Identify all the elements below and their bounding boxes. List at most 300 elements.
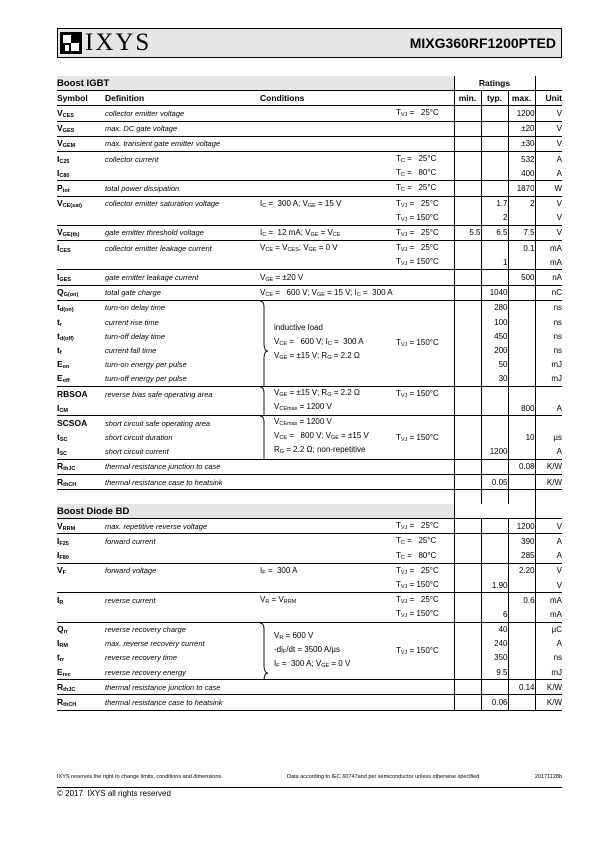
param-symbol: $V_{CE(sat)}$	[57, 198, 82, 210]
param-definition: collector emitter leakage current	[105, 243, 212, 253]
param-conditions	[260, 578, 396, 593]
condition-line: $-di_F/dt = 3500$ A/µs	[274, 644, 341, 655]
param-temperature: $T_{VJ} = 150^\circ C$	[396, 432, 439, 443]
param-temperature: $T_{VJ} = 150^\circ C$	[396, 389, 439, 400]
param-conditions: $V_{GE} = \pm 20$ V	[260, 270, 396, 285]
param-definition: collector emitter saturation voltage	[105, 199, 220, 209]
value-unit: µC	[535, 622, 562, 637]
value-min	[454, 680, 481, 695]
value-typ: 2	[481, 211, 508, 226]
igbt-section	[57, 76, 562, 504]
param-definition: short circuit duration	[105, 433, 173, 443]
value-max: ±30	[508, 136, 535, 151]
param-definition: collector current	[105, 154, 159, 164]
value-typ: 30	[481, 372, 508, 387]
value-min	[454, 459, 481, 474]
curly-brace-icon	[260, 416, 268, 459]
value-typ: 350	[481, 651, 508, 665]
param-definition: current fall time	[105, 345, 157, 355]
param-temperature: $T_{VJ} = 25^\circ C$	[396, 106, 454, 121]
value-max	[508, 637, 535, 651]
table-row	[57, 121, 562, 136]
value-typ	[481, 151, 508, 166]
value-max	[508, 695, 535, 710]
param-temperature: $T_{VJ} = 150^\circ C$	[396, 622, 454, 680]
param-symbol: $Q_{rr}$	[57, 624, 68, 636]
header-tc	[396, 91, 454, 106]
value-unit: ns	[535, 300, 562, 315]
table-row	[57, 300, 562, 315]
table-row	[57, 386, 562, 401]
value-unit: V	[535, 578, 562, 593]
value-unit: mA	[535, 593, 562, 608]
grouped-conditions	[260, 300, 396, 386]
param-temperature	[396, 475, 454, 490]
value-unit: ns	[535, 315, 562, 329]
part-number: MIXG360RF1200PTED	[409, 35, 556, 51]
value-min	[454, 651, 481, 665]
param-temperature: $T_{VJ} = 25^\circ C$	[396, 565, 439, 576]
param-symbol: $P_{tot}$	[57, 181, 105, 196]
value-max: 800	[508, 401, 535, 416]
param-definition: reverse bias safe operating area	[105, 389, 213, 399]
value-unit: mJ	[535, 372, 562, 387]
param-temperature	[396, 416, 454, 431]
param-definition: forward voltage	[105, 566, 157, 576]
param-definition	[105, 166, 260, 181]
param-temperature: $T_{VJ} = 25^\circ C$	[396, 595, 439, 606]
param-symbol: $I_{F25}$	[57, 535, 69, 547]
curly-brace-icon	[260, 301, 268, 387]
value-min	[454, 593, 481, 608]
value-min	[454, 151, 481, 166]
param-definition: turn-on energy per pulse	[105, 360, 187, 370]
value-unit: ns	[535, 329, 562, 343]
condition-line: $V_{GE} = \pm 15$ V; $R_G = 2.2$ Ω	[274, 351, 360, 362]
value-max	[508, 255, 535, 270]
value-unit: A	[535, 534, 562, 549]
table-row	[57, 534, 562, 549]
param-definition: turn-off delay time	[105, 331, 166, 341]
param-definition: current rise time	[105, 317, 159, 327]
param-symbol: $V_{GES}$	[57, 121, 105, 136]
param-definition: max. DC gate voltage	[105, 121, 260, 136]
value-min	[454, 386, 481, 401]
table-row	[57, 459, 562, 474]
param-temperature: $T_{VJ} = 150^\circ C$	[396, 300, 454, 386]
value-unit: mJ	[535, 358, 562, 372]
value-min	[454, 445, 481, 460]
value-max: 400	[508, 166, 535, 181]
param-conditions: $I_F = 300$ A	[260, 565, 298, 576]
value-unit: V	[535, 563, 562, 578]
value-typ	[481, 431, 508, 445]
table-row	[57, 255, 562, 270]
value-max	[508, 416, 535, 431]
value-typ: 50	[481, 358, 508, 372]
param-conditions	[260, 459, 396, 474]
ixys-logo-text: IXYS	[85, 29, 152, 56]
param-conditions	[260, 695, 396, 710]
param-temperature	[396, 445, 454, 460]
table-row	[57, 563, 562, 578]
value-typ	[481, 241, 508, 256]
value-unit: A	[535, 151, 562, 166]
param-definition: total gate charge	[105, 285, 260, 300]
value-typ	[481, 534, 508, 549]
value-min	[454, 665, 481, 680]
value-max: 2	[508, 196, 535, 211]
value-typ: 450	[481, 329, 508, 343]
table-row	[57, 695, 562, 710]
value-max: 7.5	[508, 225, 535, 240]
param-definition: reverse current	[105, 595, 156, 605]
param-definition: forward current	[105, 536, 156, 546]
param-definition: reverse recovery time	[105, 653, 178, 663]
value-min	[454, 106, 481, 121]
param-temperature: $T_{VJ} = 25^\circ C$	[396, 243, 439, 254]
value-min	[454, 121, 481, 136]
param-temperature: $T_{VJ} = 25^\circ C$	[396, 519, 454, 534]
condition-line: $R_G = 2.2$ Ω; non-repetitive	[274, 445, 366, 456]
param-definition: thermal resistance case to heatsink	[105, 695, 260, 710]
param-temperature: $T_C = 25^\circ C$	[396, 181, 454, 196]
value-unit: V	[535, 106, 562, 121]
param-symbol: $I_{RM}$	[57, 638, 68, 650]
value-max	[508, 445, 535, 460]
value-typ	[481, 401, 508, 416]
param-temperature	[396, 459, 454, 474]
value-min	[454, 270, 481, 285]
section-title: Boost Diode BD	[57, 504, 454, 519]
param-temperature	[396, 401, 454, 416]
value-unit: V	[535, 196, 562, 211]
param-conditions	[260, 475, 396, 490]
param-definition: reverse recovery energy	[105, 665, 260, 680]
value-typ: 6	[481, 607, 508, 622]
value-min	[454, 285, 481, 300]
param-symbol: $I_{GES}$	[57, 270, 105, 285]
value-typ	[481, 593, 508, 608]
param-symbol: $I_{CM}$	[57, 401, 105, 416]
value-unit: V	[535, 211, 562, 226]
param-definition: turn-on delay time	[105, 303, 166, 313]
ratings-spacer	[535, 504, 562, 519]
param-symbol: $t_{SC}$	[57, 432, 68, 444]
condition-line: $V_{CEmax} = 1200$ V	[274, 401, 332, 412]
param-definition: collector emitter voltage	[105, 106, 260, 121]
value-typ: 240	[481, 637, 508, 651]
grouped-conditions	[260, 386, 396, 415]
ixys-logo	[60, 31, 151, 55]
curly-brace-icon	[260, 623, 268, 680]
param-symbol: $E_{rec}$	[57, 665, 105, 680]
value-min	[454, 255, 481, 270]
value-max	[508, 665, 535, 680]
ratings-label: Ratings	[454, 76, 535, 91]
value-min	[454, 329, 481, 343]
grouped-conditions	[260, 416, 396, 460]
table-row	[57, 680, 562, 695]
value-min	[454, 181, 481, 196]
param-conditions	[260, 519, 396, 534]
param-symbol: $V_F$	[57, 565, 67, 577]
param-symbol: $V_{RRM}$	[57, 519, 105, 534]
value-unit: nA	[535, 270, 562, 285]
value-min	[454, 241, 481, 256]
param-definition	[105, 255, 260, 270]
diode-section	[57, 504, 562, 711]
param-definition: turn-off energy per pulse	[105, 372, 260, 387]
value-unit: nC	[535, 285, 562, 300]
footer-mid: Data according to IEC 60747and per semiconductor unless otherwise specified	[287, 774, 480, 780]
param-conditions	[260, 255, 396, 270]
value-typ: 0.06	[481, 695, 508, 710]
header-symbol: Symbol	[57, 91, 105, 106]
param-symbol: $I_{C25}$	[57, 153, 70, 165]
param-definition	[105, 549, 260, 564]
table-row	[57, 211, 562, 226]
value-unit: K/W	[535, 695, 562, 710]
param-temperature: $T_C = 80^\circ C$	[396, 166, 454, 181]
param-temperature: $T_{VJ} = 150^\circ C$	[396, 211, 454, 226]
value-max	[508, 358, 535, 372]
value-min	[454, 475, 481, 490]
value-min	[454, 431, 481, 445]
param-definition: max. repetitive reverse voltage	[105, 519, 260, 534]
param-symbol: $I_{F80}$	[57, 549, 105, 564]
table-row	[57, 181, 562, 196]
value-unit: K/W	[535, 459, 562, 474]
value-typ: 100	[481, 315, 508, 329]
param-conditions	[260, 136, 396, 151]
table-row	[57, 519, 562, 534]
value-max	[508, 386, 535, 401]
param-symbol: $t_{rr}$	[57, 652, 65, 664]
value-typ: 6.5	[481, 225, 508, 240]
value-typ: 0.05	[481, 475, 508, 490]
param-definition: max. reverse recovery current	[105, 639, 205, 649]
param-definition: short circuit current	[105, 445, 260, 460]
value-min	[454, 622, 481, 637]
value-min: 5.5	[454, 225, 481, 240]
value-max: 390	[508, 534, 535, 549]
igbt-table	[57, 76, 562, 504]
table-row	[57, 578, 562, 593]
value-max: 0.08	[508, 459, 535, 474]
param-symbol: $I_{SC}$	[57, 445, 105, 460]
value-max: 2.20	[508, 563, 535, 578]
value-max: 0.6	[508, 593, 535, 608]
param-definition: thermal resistance junction to case	[105, 459, 260, 474]
value-min	[454, 343, 481, 357]
param-symbol: $Q_{G(on)}$	[57, 285, 105, 300]
table-row	[57, 196, 562, 211]
param-symbol: $I_{CES}$	[57, 242, 71, 254]
value-max: 500	[508, 270, 535, 285]
value-min	[454, 315, 481, 329]
table-row	[57, 416, 562, 431]
table-row	[57, 241, 562, 256]
value-unit: V	[535, 225, 562, 240]
table-row	[57, 593, 562, 608]
value-min	[454, 136, 481, 151]
value-min	[454, 416, 481, 431]
param-conditions	[260, 607, 396, 622]
value-max	[508, 372, 535, 387]
value-max: ±20	[508, 121, 535, 136]
param-temperature	[396, 285, 454, 300]
param-symbol: $I_R$	[57, 594, 64, 606]
param-temperature: $T_{VJ} = 150^\circ C$	[396, 255, 454, 270]
value-typ	[481, 549, 508, 564]
param-definition: gate emitter threshold voltage	[105, 225, 260, 240]
param-symbol: $E_{off}$	[57, 372, 105, 387]
param-conditions	[260, 549, 396, 564]
param-temperature	[396, 680, 454, 695]
param-temperature: $T_C = 25^\circ C$	[396, 154, 437, 165]
table-spacer	[57, 490, 562, 505]
param-temperature: $T_{VJ} = 150^\circ C$	[396, 578, 454, 593]
value-max: 1200	[508, 519, 535, 534]
param-temperature	[396, 136, 454, 151]
value-max: 0.14	[508, 680, 535, 695]
value-unit: V	[535, 519, 562, 534]
header-max: max.	[508, 91, 535, 106]
param-symbol: $R_{thJC}$	[57, 680, 105, 695]
param-conditions: $I_C = 12$ mA; $V_{GE} = V_{CE}$	[260, 225, 396, 240]
value-max	[508, 285, 535, 300]
value-max	[508, 578, 535, 593]
header-definition: Definition	[105, 91, 260, 106]
value-typ	[481, 166, 508, 181]
value-unit: ns	[535, 651, 562, 665]
value-max	[508, 315, 535, 329]
value-max: 1200	[508, 106, 535, 121]
table-row	[57, 270, 562, 285]
condition-line: $V_{CEmax} = 1200$ V	[274, 417, 332, 428]
param-definition: thermal resistance junction to case	[105, 680, 260, 695]
value-typ	[481, 563, 508, 578]
table-row	[57, 475, 562, 490]
value-typ: 1.7	[481, 196, 508, 211]
param-symbol: $t_r$	[57, 316, 62, 328]
param-symbol	[57, 255, 105, 270]
param-definition	[105, 211, 260, 226]
param-temperature: $T_C = 25^\circ C$	[396, 536, 437, 547]
param-conditions	[260, 121, 396, 136]
value-max: 285	[508, 549, 535, 564]
param-symbol: $I_{C80}$	[57, 166, 105, 181]
value-typ: 1200	[481, 445, 508, 460]
value-max	[508, 622, 535, 637]
value-unit: A	[535, 549, 562, 564]
param-conditions: $V_{CE} = 600$ V; $V_{GE} = 15$ V; $I_C = 300$ A	[260, 285, 396, 300]
value-unit: A	[535, 166, 562, 181]
value-typ	[481, 416, 508, 431]
value-min	[454, 196, 481, 211]
value-min	[454, 166, 481, 181]
param-conditions: $V_R = V_{RRM}$	[260, 595, 297, 606]
table-row	[57, 607, 562, 622]
param-conditions	[260, 534, 396, 549]
value-typ	[481, 386, 508, 401]
value-unit: ns	[535, 343, 562, 357]
table-row	[57, 549, 562, 564]
value-min	[454, 563, 481, 578]
param-definition: gate emitter leakage current	[105, 270, 260, 285]
value-max: 532	[508, 151, 535, 166]
param-symbol	[57, 578, 105, 593]
ratings-label	[454, 504, 535, 519]
table-row	[57, 285, 562, 300]
condition-line: $V_{GE} = \pm 15$ V; $R_G = 2.2$ Ω	[274, 387, 360, 398]
param-conditions	[260, 151, 396, 166]
value-unit	[535, 386, 562, 401]
param-symbol: RBSOA	[57, 389, 88, 400]
value-max	[508, 343, 535, 357]
value-typ	[481, 270, 508, 285]
param-conditions	[260, 106, 396, 121]
param-symbol: $R_{thJC}$	[57, 459, 105, 474]
value-unit: µs	[535, 431, 562, 445]
value-typ: 200	[481, 343, 508, 357]
param-conditions	[260, 211, 396, 226]
param-definition: short circuit safe operating area	[105, 418, 211, 428]
param-symbol	[57, 211, 105, 226]
header-min: min.	[454, 91, 481, 106]
value-typ: 9.5	[481, 665, 508, 680]
footer-date-code: 20171128b	[534, 774, 562, 780]
value-typ	[481, 121, 508, 136]
value-max: 1870	[508, 181, 535, 196]
value-typ	[481, 181, 508, 196]
value-max	[508, 300, 535, 315]
value-unit: K/W	[535, 680, 562, 695]
value-max	[508, 607, 535, 622]
value-unit: A	[535, 401, 562, 416]
value-unit: A	[535, 637, 562, 651]
param-conditions	[260, 680, 396, 695]
header-typ: typ.	[481, 91, 508, 106]
value-typ	[481, 136, 508, 151]
grouped-conditions	[260, 622, 396, 680]
value-typ	[481, 459, 508, 474]
value-max: 0.1	[508, 241, 535, 256]
param-conditions	[260, 181, 396, 196]
param-temperature: $T_{VJ} = 25^\circ C$	[396, 225, 454, 240]
header-conditions: Conditions	[260, 91, 396, 106]
param-conditions: $I_C = 300$ A; $V_{GE} = 15$ V	[260, 198, 342, 209]
table-row	[57, 106, 562, 121]
value-unit	[535, 416, 562, 431]
param-symbol: $R_{thCH}$	[57, 695, 105, 710]
param-definition	[105, 401, 260, 416]
value-typ	[481, 680, 508, 695]
value-max	[508, 475, 535, 490]
param-temperature	[396, 270, 454, 285]
value-max: 10	[508, 431, 535, 445]
param-symbol: $R_{thCH}$	[57, 475, 105, 490]
param-definition: reverse recovery charge	[105, 625, 186, 635]
footer-left: IXYS reserves the right to change limits, conditions and dimensions.	[57, 774, 223, 780]
value-min	[454, 578, 481, 593]
table-row	[57, 622, 562, 637]
param-definition: max. transient gate emitter voltage	[105, 136, 260, 151]
value-typ: 1040	[481, 285, 508, 300]
footer-divider	[57, 787, 562, 788]
value-min	[454, 372, 481, 387]
